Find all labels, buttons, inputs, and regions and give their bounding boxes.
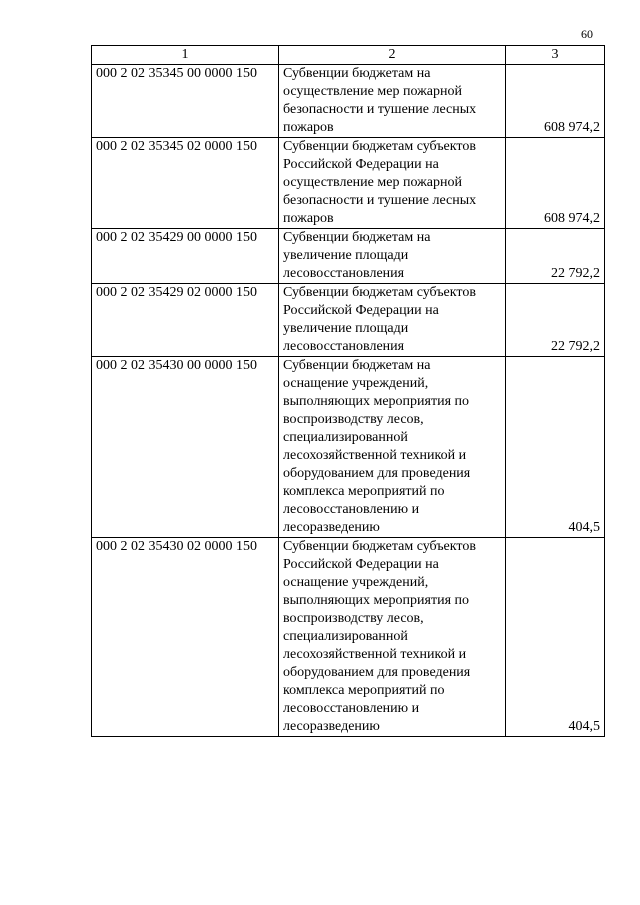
description-line: специализированной [283, 430, 408, 445]
description-line: оснащение учреждений, [283, 376, 429, 391]
table-row [92, 538, 605, 737]
description-cell [279, 65, 506, 138]
page-number: 60 [581, 27, 593, 41]
description-cell [279, 357, 506, 538]
description-line: оснащение учреждений, [283, 575, 429, 590]
description-line: лесоразведению [283, 520, 380, 535]
amount-cell: 22 792,2 [506, 284, 605, 357]
table-row [92, 357, 605, 538]
description-line: выполняющих мероприятия по [283, 593, 470, 608]
budget-code-cell: 000 2 02 35429 02 0000 150 [92, 284, 279, 357]
description-line: Российской Федерации на [283, 303, 439, 318]
description-line: увеличение площади [283, 248, 409, 263]
description-line: осуществление мер пожарной [283, 175, 462, 190]
description-line: увеличение площади [283, 321, 409, 336]
table-row [92, 65, 605, 138]
description-line: лесовосстановлению и [283, 502, 420, 517]
description-line: оборудованием для проведения [283, 665, 471, 680]
description-line: специализированной [283, 629, 408, 644]
description-line: воспроизводству лесов, [283, 611, 424, 626]
description-line: безопасности и тушение лесных [283, 102, 477, 117]
description-cell [279, 284, 506, 357]
description-line: Субвенции бюджетам на [283, 358, 431, 373]
budget-code-cell: 000 2 02 35430 00 0000 150 [92, 357, 279, 538]
amount-cell: 404,5 [506, 357, 605, 538]
budget-code-cell: 000 2 02 35345 02 0000 150 [92, 138, 279, 229]
description-line: комплекса мероприятий по [283, 683, 445, 698]
table-body [92, 65, 605, 737]
budget-table [91, 45, 605, 737]
description-line: пожаров [283, 120, 334, 135]
description-line: лесовосстановлению и [283, 701, 420, 716]
column-header-amount: 3 [506, 46, 605, 65]
description-line: Субвенции бюджетам на [283, 66, 431, 81]
budget-code-cell: 000 2 02 35345 00 0000 150 [92, 65, 279, 138]
description-line: воспроизводству лесов, [283, 412, 424, 427]
description-line: Российской Федерации на [283, 557, 439, 572]
description-line: Субвенции бюджетам на [283, 230, 431, 245]
table-row [92, 284, 605, 357]
description-line: лесохозяйственной техникой и [283, 647, 467, 662]
description-line: Субвенции бюджетам субъектов [283, 139, 476, 154]
budget-code-cell: 000 2 02 35429 00 0000 150 [92, 229, 279, 284]
table-header-row [92, 46, 605, 65]
amount-cell: 608 974,2 [506, 65, 605, 138]
description-line: пожаров [283, 211, 334, 226]
description-line: оборудованием для проведения [283, 466, 471, 481]
amount-cell: 608 974,2 [506, 138, 605, 229]
table-row [92, 229, 605, 284]
description-line: Субвенции бюджетам субъектов [283, 285, 476, 300]
description-cell [279, 538, 506, 737]
description-line: безопасности и тушение лесных [283, 193, 477, 208]
description-line: выполняющих мероприятия по [283, 394, 470, 409]
description-cell [279, 229, 506, 284]
description-line: осуществление мер пожарной [283, 84, 462, 99]
table-row [92, 138, 605, 229]
description-line: Российской Федерации на [283, 157, 439, 172]
description-line: лесохозяйственной техникой и [283, 448, 467, 463]
description-line: лесоразведению [283, 719, 380, 734]
description-cell [279, 138, 506, 229]
column-header-description: 2 [279, 46, 506, 65]
description-line: Субвенции бюджетам субъектов [283, 539, 476, 554]
budget-code-cell: 000 2 02 35430 02 0000 150 [92, 538, 279, 737]
column-header-code: 1 [92, 46, 279, 65]
description-line: комплекса мероприятий по [283, 484, 445, 499]
amount-cell: 404,5 [506, 538, 605, 737]
amount-cell: 22 792,2 [506, 229, 605, 284]
description-line: лесовосстановления [283, 339, 405, 354]
description-line: лесовосстановления [283, 266, 405, 281]
